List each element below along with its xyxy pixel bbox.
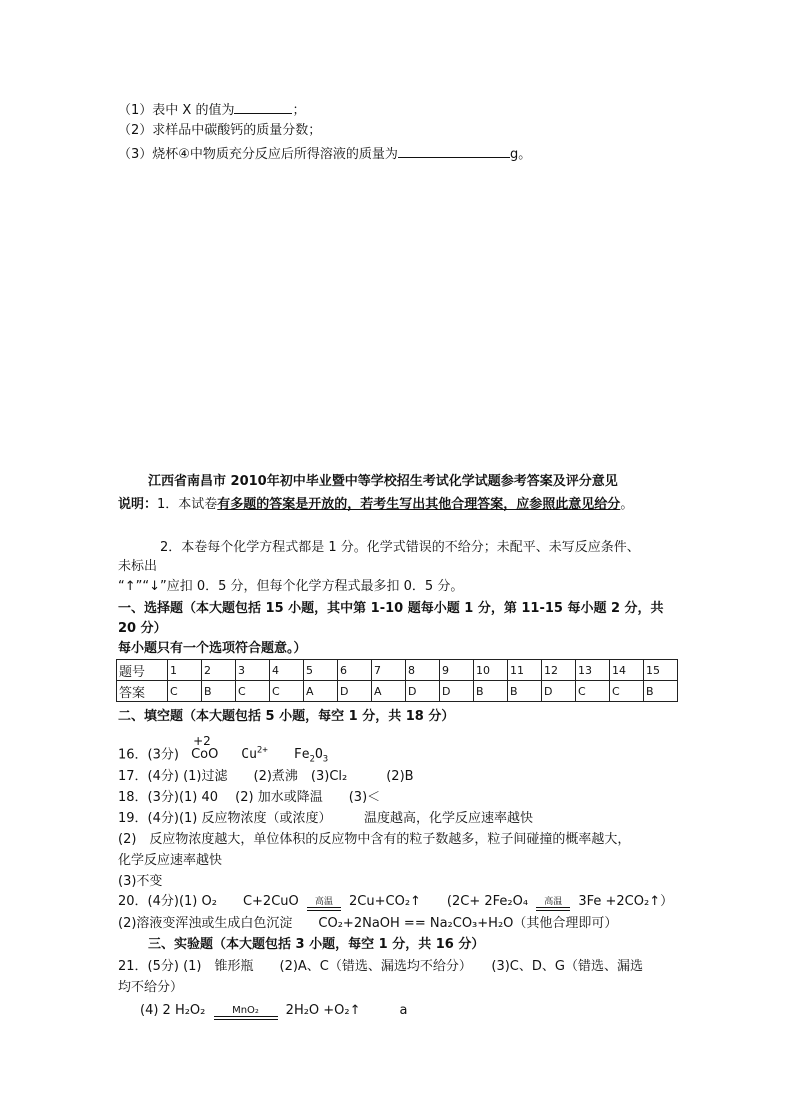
answer-18: 18．(3分)(1) 40 (2) 加水或降温 (3)＜ [118,790,381,805]
equals-bar [307,907,341,911]
iron-oxide-formula [293,747,329,765]
note-1-plain: 1．本试卷 [157,497,218,512]
condition-label: 高温 [544,897,563,907]
catalyst-label: MnO₂ [232,1005,259,1016]
table-cell-answer: B [508,681,542,702]
section-1-instruction: 每小题只有一个选项符合题意。） [118,641,307,656]
answer-21-part-4 [140,1002,408,1020]
table-cell-answer: C [610,681,644,702]
table-cell-answer: A [372,681,406,702]
charge-sup: 2+ [256,746,268,756]
reaction-condition [307,897,341,911]
table-row-numbers [117,660,678,681]
answer-16-label: 16．(3分) [118,747,179,763]
question-1-suffix: ； [292,103,306,118]
table-cell-answer: C [168,681,202,702]
answer-blank [398,144,510,158]
answer-21-4-end: 2H₂O +O₂↑ a [285,1003,408,1018]
answer-20-line-2: (2)溶液变浑浊或生成白色沉淀 CO₂+2NaOH == Na₂CO₃+H₂O（其他合理即可） [118,916,618,931]
table-cell-number: 6 [338,660,372,681]
note-2-line-2: 未标出 [118,559,158,574]
section-1-heading-cont: 20 分） [118,621,167,636]
reaction-condition [214,1006,278,1020]
note-2-line-3: “↑”“↓”应扣 0．5 分，但每个化学方程式最多扣 0．5 分。 [118,579,464,594]
table-cell-number: 8 [406,660,440,681]
table-cell-answer: B [644,681,678,702]
answer-blank [234,100,292,114]
answer-16 [118,734,329,769]
formula-fe: Fe [293,747,310,763]
table-cell-answer: D [406,681,440,702]
table-cell-answer: D [440,681,474,702]
formula-sub: 3 [322,754,329,765]
section-1-heading: 一、选择题（本大题包括 15 小题，其中第 1-10 题每小题 1 分，第 11-15 每小题 2 分，共 [118,601,664,616]
table-header-number: 题号 [117,660,168,681]
answer-key-title: 江西省南昌市 2010年初中毕业暨中等学校招生考试化学试题参考答案及评分意见 [148,474,618,489]
note-2-line-1: 2．本卷每个化学方程式都是 1 分。化学式错误的不给分；未配平、未写反应条件、 [160,540,640,555]
note-1-emphasis: 有多题的答案是开放的，若考生写出其他合理答案，应参照此意见给分 [217,497,621,512]
table-cell-answer: D [338,681,372,702]
table-cell-answer: C [576,681,610,702]
table-cell-number: 15 [644,660,678,681]
table-cell-answer: D [542,681,576,702]
condition-label: 高温 [314,897,333,907]
table-cell-number: 4 [270,660,304,681]
answer-20-end: 3Fe +2CO₂↑） [578,894,674,909]
answer-17: 17．(4分) (1)过滤 (2)煮沸 (3)Cl₂ (2)B [118,769,414,784]
formula-sub: 2 [309,754,315,765]
formula-cu: Cu [241,747,257,763]
answer-21-line-2: 均不给分） [118,980,184,995]
answer-19-line-4: (3)不变 [118,874,163,889]
formula-coo: CoO [191,747,219,763]
section-2-heading: 二、填空题（本大题包括 5 小题，每空 1 分，共 18 分） [118,709,455,724]
table-cell-number: 10 [474,660,508,681]
table-cell-number: 9 [440,660,474,681]
answer-21-4-text: (4) 2 H₂O₂ [140,1003,206,1018]
answer-20-text: 20．(4分)(1) O₂ C+2CuO [118,894,299,909]
answer-21-line-1: 21．(5分) (1) 锥形瓶 (2)A、C（错选、漏选均不给分） (3)C、D、G（错选、漏选 [118,959,643,974]
note-1 [118,496,633,514]
table-cell-number: 5 [304,660,338,681]
table-cell-number: 2 [202,660,236,681]
question-1-text: （1）表中 X 的值为 [118,103,235,118]
copper-ion [241,747,268,762]
table-cell-number: 1 [168,660,202,681]
table-cell-answer: A [304,681,338,702]
table-cell-answer: C [236,681,270,702]
question-3 [118,144,531,164]
table-cell-number: 12 [542,660,576,681]
table-cell-number: 11 [508,660,542,681]
table-row-answers [117,681,678,702]
answer-19-line-3: 化学反应速率越快 [118,853,223,868]
table-cell-answer: B [202,681,236,702]
answer-19-line-1: 19．(4分)(1) 反应物浓度（或浓度） 温度越高，化学反应速率越快 [118,811,534,826]
answer-19-line-2: (2) 反应物浓度越大，单位体积的反应物中含有的粒子数越多，粒子间碰撞的概率越大， [118,832,631,847]
table-cell-number: 14 [610,660,644,681]
valence-mark: +2 [193,734,211,749]
answer-20-mid: 2Cu+CO₂↑ (2C+ 2Fe₂O₄ [349,894,529,909]
table-cell-number: 3 [236,660,270,681]
reaction-condition [536,897,570,911]
question-2: （2）求样品中碳酸钙的质量分数； [118,123,322,138]
question-3-text: （3）烧杯④中物质充分反应后所得溶液的质量为 [118,147,398,162]
question-1 [118,100,305,120]
note-1-end: 。 [620,497,634,512]
table-cell-answer: C [270,681,304,702]
cobalt-oxide-formula [191,734,227,764]
formula-o: O [314,747,323,763]
equals-bar [214,1016,278,1020]
table-header-answer: 答案 [117,681,168,702]
note-label: 说明： [118,497,158,512]
table-cell-answer: B [474,681,508,702]
answer-table [116,659,678,702]
table-cell-number: 7 [372,660,406,681]
table-cell-number: 13 [576,660,610,681]
question-3-suffix: g。 [509,147,532,162]
section-3-heading: 三、实验题（本大题包括 3 小题，每空 1 分，共 16 分） [148,937,485,952]
equals-bar [536,907,570,911]
answer-20-line-1 [118,893,673,911]
